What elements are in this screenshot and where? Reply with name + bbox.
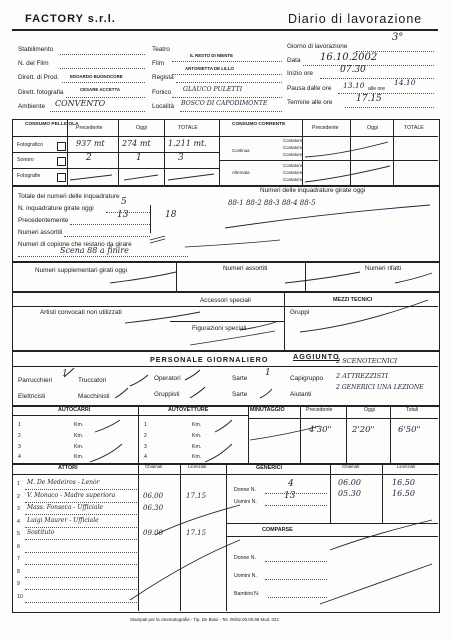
generici-donne-chiamati: 06.00 bbox=[338, 478, 361, 487]
stabilimento-label: Stabilimento bbox=[18, 46, 54, 53]
actor-name: V. Monaco - Madre superiora bbox=[27, 491, 116, 499]
pellicola-row-prec: 937 mt bbox=[76, 139, 105, 148]
actor-row-line bbox=[25, 602, 137, 603]
numeri-rifatti-label: Numeri rifatti bbox=[365, 265, 402, 272]
contatore-label: Contatore bbox=[283, 170, 303, 175]
contatore-label: Contatore bbox=[283, 177, 303, 182]
actor-row-number: 5 bbox=[17, 531, 20, 537]
autovetture-row-n: 4 bbox=[144, 454, 147, 460]
numeri-assortiti-2-label: Numeri assortiti bbox=[223, 265, 268, 272]
dir-prod-value: EDOARDO BUONOCORE bbox=[70, 74, 123, 79]
autocarri-km: Km. bbox=[74, 444, 84, 450]
dir-prod-label: Dirett. di Prod. bbox=[18, 74, 59, 81]
company-name: FACTORY s.r.l. bbox=[25, 13, 116, 25]
totale-inquadrature-label: Totale dei numeri delle inquadrature bbox=[18, 193, 120, 200]
actor-row-line bbox=[25, 577, 137, 578]
termine-label: Termine alle ore bbox=[287, 99, 333, 106]
comparse-donne-label: Donne N. bbox=[234, 555, 256, 561]
attori-title: ATTORI bbox=[58, 465, 78, 471]
actor-row-number: 10 bbox=[17, 593, 23, 600]
actor-chiamati: 06.30 bbox=[143, 504, 164, 512]
actor-row-number: 4 bbox=[17, 518, 20, 525]
mezzi-tecnici-label: MEZZI TECNICI bbox=[333, 297, 373, 303]
precedentemente-value: 13 bbox=[117, 210, 129, 220]
film-label: Film bbox=[152, 60, 165, 67]
actor-name: Mass. Fonseca - Ufficiale bbox=[27, 504, 103, 511]
aggiunto-note: 2 GENERICI UNA LEZIONE bbox=[336, 384, 424, 391]
corrente-oggi-header: Oggi bbox=[367, 125, 378, 131]
form-title: Diario di lavorazione bbox=[288, 12, 423, 26]
generici-uomini-licenziati: 16.50 bbox=[392, 489, 415, 498]
comparse-bambini-label: Bambini N. bbox=[234, 591, 260, 597]
actor-row-line bbox=[25, 502, 137, 503]
generici-donne-label: Donne N. bbox=[234, 487, 256, 493]
autocarri-row-n: 1 bbox=[18, 422, 21, 428]
minutaggio-totali-value: 6'50" bbox=[398, 425, 421, 435]
contatore-label: Contatore bbox=[283, 138, 303, 143]
aggiunto-note: 2 ATTREZZISTI bbox=[336, 372, 388, 380]
actor-licenziati: 17.15 bbox=[186, 529, 207, 537]
autocarri-km: Km. bbox=[74, 433, 84, 439]
actor-chiamati: 09.00 bbox=[143, 529, 164, 537]
autovetture-row-n: 2 bbox=[144, 433, 147, 439]
autovetture-row-n: 3 bbox=[144, 444, 147, 450]
actor-row-line bbox=[25, 514, 137, 515]
actor-row-line bbox=[25, 489, 137, 490]
actor-row-number: 3 bbox=[17, 506, 20, 512]
fonico-value: GLAUCO PULETTI bbox=[183, 86, 243, 93]
minutaggio-totali-header: Totali bbox=[406, 407, 419, 413]
teatro-value: IL RESTO DI NIENTE bbox=[190, 53, 234, 58]
elettricisti-label: Elettricisti bbox=[18, 393, 46, 400]
pellicola-row-label: Fotografico bbox=[17, 142, 43, 148]
sarte-label: Sarte bbox=[232, 375, 248, 382]
numeri-assortiti-label: Numeri assortiti bbox=[18, 229, 63, 236]
operatori-label: Operatori bbox=[154, 375, 181, 382]
personale-title: PERSONALE GIORNALIERO bbox=[150, 355, 269, 364]
autovetture-km: Km. bbox=[192, 433, 202, 439]
artisti-label: Artisti convocati non utilizzati bbox=[40, 309, 122, 316]
pellicola-row-totale: 3 bbox=[178, 153, 184, 163]
generici-licenziati-header: Licenziati bbox=[397, 464, 416, 469]
localita-value: BOSCO DI CAPODIMONTE bbox=[181, 100, 268, 107]
continua-label: Continua bbox=[232, 148, 250, 153]
inquadrature-oggi-label: N. inquadrature girate oggi bbox=[18, 205, 94, 212]
giorno-label: Giorno di lavorazione bbox=[287, 43, 348, 50]
generici-donne-value: 4 bbox=[288, 479, 294, 489]
numeri-supplementari-label: Numeri supplementari girati oggi bbox=[35, 267, 127, 274]
teatro-label: Teatro bbox=[152, 46, 170, 53]
minutaggio-oggi-header: Oggi bbox=[364, 407, 375, 413]
inizio-label: Inizio ore bbox=[287, 70, 313, 77]
localita-label: Località bbox=[152, 103, 175, 110]
actor-row-number: 6 bbox=[17, 543, 20, 550]
actor-row-number: 1 bbox=[17, 481, 20, 487]
dir-foto-label: Dirett. fotografia bbox=[18, 89, 64, 96]
actor-name: Sostituto bbox=[27, 529, 55, 536]
generici-title: GENERICI bbox=[256, 465, 283, 471]
contatore-label: Contatore bbox=[283, 145, 303, 150]
attori-chiamati-header: Chiamati bbox=[145, 464, 163, 469]
actor-name: Luigi Maurer - Ufficiale bbox=[27, 516, 99, 524]
pausa-from: 13.10 bbox=[343, 81, 365, 90]
generici-chiamati-header: Chiamati bbox=[342, 464, 360, 469]
pausa-to: 14.10 bbox=[394, 78, 416, 87]
pellicola-row-oggi: 1 bbox=[136, 153, 142, 163]
accessori-label: Accessori speciali bbox=[200, 297, 251, 304]
dir-foto-value: CESARE ACCETTA bbox=[80, 87, 121, 92]
inizio-value: 07.30 bbox=[340, 65, 366, 75]
minutaggio-title: MINUTAGGIO bbox=[250, 407, 285, 413]
pellicola-row-prec: 2 bbox=[86, 153, 92, 163]
autocarri-title: AUTOCARRI bbox=[58, 407, 91, 413]
autovetture-km: Km. bbox=[192, 454, 202, 460]
ambiente-label: Ambiente bbox=[18, 103, 45, 110]
generici-uomini-label: Uomini N. bbox=[234, 499, 257, 505]
comparse-uomini-label: Uomini N. bbox=[234, 573, 257, 579]
regista-label: Regista bbox=[152, 74, 174, 81]
truccatori-label: Truccatori bbox=[78, 377, 107, 384]
precedentemente-label: Precedentemente bbox=[18, 217, 69, 224]
contatore-label: Contatore bbox=[283, 152, 303, 157]
inquadrature-total: 18 bbox=[165, 210, 177, 220]
pellicola-oggi-header: Oggi bbox=[136, 125, 147, 131]
autovetture-row-n: 1 bbox=[144, 422, 147, 428]
generici-donne-licenziati: 16.50 bbox=[392, 478, 415, 487]
figurazioni-label: Figurazioni speciali bbox=[192, 325, 247, 332]
data-label: Data bbox=[287, 57, 301, 64]
ambiente-value: CONVENTO bbox=[55, 99, 106, 108]
comparse-title: COMPARSE bbox=[262, 527, 293, 533]
girate-oggi-label: Numeri delle inquadrature girate oggi bbox=[260, 187, 366, 194]
pellicola-row-oggi: 274 mt bbox=[122, 139, 151, 148]
autocarri-km: Km. bbox=[74, 422, 84, 428]
autocarri-row-n: 3 bbox=[18, 444, 21, 450]
sarte-value: 1 bbox=[265, 368, 271, 378]
corrente-prec-header: Precedente bbox=[312, 125, 339, 131]
alternata-label: Alternata bbox=[232, 170, 250, 175]
consumo-pellicola-header: CONSUMO PELLICOLA bbox=[25, 122, 79, 127]
pausa-alle-label: alle ore bbox=[368, 86, 386, 92]
sarte2-label: Sarte bbox=[232, 391, 248, 398]
personale-aggiunto: AGGIUNTO bbox=[293, 352, 340, 361]
actor-licenziati: 17.15 bbox=[186, 491, 207, 500]
autocarri-km: Km. bbox=[74, 454, 84, 460]
autovetture-km: Km. bbox=[192, 444, 202, 450]
generici-uomini-value: 13 bbox=[284, 491, 296, 501]
actor-row-number: 9 bbox=[17, 581, 20, 587]
minutaggio-oggi-value: 2'20" bbox=[352, 425, 375, 435]
data-value: 16.10.2002 bbox=[320, 52, 378, 63]
actor-name: M. De Medeiros - Lenòr bbox=[27, 479, 100, 486]
girate-oggi-value: 88-1 88-2 88-3 88-4 88-5 bbox=[228, 199, 316, 207]
actor-row-number: 8 bbox=[17, 568, 20, 575]
inquadrature-oggi-value: 5 bbox=[121, 197, 127, 207]
capigruppo-label: Capigruppo bbox=[290, 375, 324, 382]
generici-uomini-chiamati: 05.30 bbox=[338, 489, 361, 498]
macchinisti-label: Macchinisti bbox=[78, 393, 110, 400]
film-value: ANTONIETTA DE LILLO bbox=[185, 66, 234, 71]
copione-value: Scena 88 a finire bbox=[60, 246, 129, 255]
actor-row-number: 7 bbox=[17, 556, 20, 562]
pellicola-totale-header: TOTALE bbox=[178, 125, 198, 131]
fonico-label: Fonico bbox=[152, 89, 172, 96]
parrucchieri-value: 1 bbox=[62, 369, 68, 379]
parrucchieri-label: Parrucchieri bbox=[18, 377, 53, 384]
gruppisti-label: Gruppisti bbox=[154, 391, 180, 398]
copione-label: Numeri di copione che restano da girare bbox=[18, 241, 132, 248]
day-number: 3° bbox=[392, 32, 404, 43]
autocarri-row-n: 2 bbox=[18, 433, 21, 439]
pellicola-row-totale: 1.211 mt. bbox=[168, 139, 207, 148]
actor-row-line bbox=[25, 539, 137, 540]
minutaggio-prec-value: 4'30" bbox=[309, 425, 332, 435]
actor-row-line bbox=[25, 589, 137, 590]
aiutanti-label: Aiutanti bbox=[290, 391, 312, 398]
consumo-corrente-header: CONSUMO CORRENTE bbox=[232, 122, 286, 127]
contatore-label: Contatore bbox=[283, 163, 303, 168]
pellicola-row-label: Fotografie bbox=[17, 173, 41, 179]
autovetture-km: Km. bbox=[192, 422, 202, 428]
autovetture-title: AUTOVETTURE bbox=[168, 407, 209, 413]
actor-row-number: 2 bbox=[17, 493, 20, 500]
actor-row-line bbox=[25, 527, 137, 528]
termine-value: 17.15 bbox=[356, 94, 382, 104]
actor-chiamati: 06.00 bbox=[143, 491, 164, 500]
pellicola-prec-header: Precedente bbox=[76, 125, 103, 131]
film-number-label: N. del Film bbox=[18, 60, 49, 67]
pausa-label: Pausa dalle ore bbox=[287, 85, 332, 92]
gruppi-label: Gruppi bbox=[290, 309, 310, 316]
aggiunto-note: 2 SCENOTECNICI bbox=[336, 357, 398, 365]
footer-print: Stampati per la cinematografia - Tip. De Biasi - Tel. 06/62.00.00.98 Mod. 022 bbox=[130, 617, 279, 622]
attori-licenziati-header: Licenziati bbox=[188, 464, 207, 469]
actor-row-line bbox=[25, 564, 137, 565]
minutaggio-prec-header: Precedente bbox=[306, 407, 333, 413]
actor-row-line bbox=[25, 552, 137, 553]
pellicola-row-label: Sonoro bbox=[17, 157, 34, 163]
corrente-totale-header: TOTALE bbox=[404, 125, 424, 131]
autocarri-row-n: 4 bbox=[18, 454, 21, 460]
